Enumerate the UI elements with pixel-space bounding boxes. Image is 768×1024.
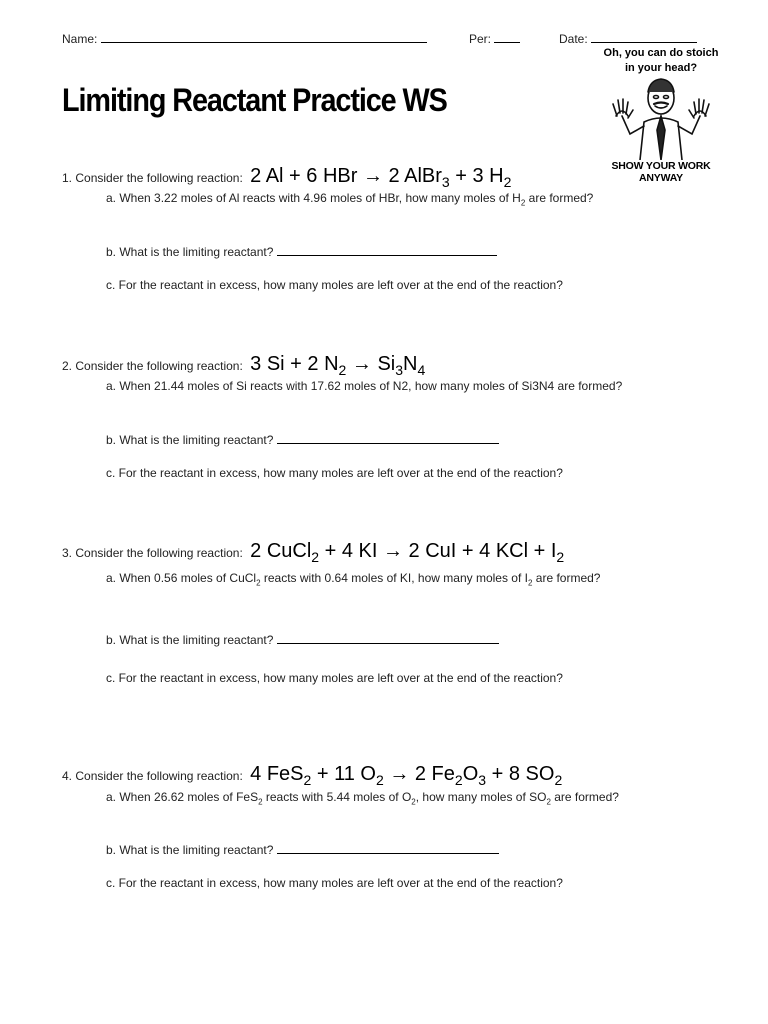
part-c: c. For the reactant in excess, how many moles are left over at the end of the reaction? [106,278,563,292]
question-number: 2. [62,359,73,373]
part-a: a. When 0.56 moles of CuCl$_2$ reacts with 0.64 moles of KI, how many moles of $I_2$ are formed? [106,571,601,588]
question-number: 3. [62,546,73,560]
date-blank[interactable] [591,30,697,43]
part-b[interactable] [106,841,499,857]
meme-bottom-caption: SHOW YOUR WORK ANYWAY [611,160,711,184]
question-3 [62,540,712,685]
part-c: c. For the reactant in excess, how many moles are left over at the end of the reaction? [106,466,563,480]
question-prompt: Consider the following reaction: [75,546,243,560]
name-field[interactable] [62,30,427,46]
question-number: 4. [62,769,73,783]
question-stem [62,541,712,567]
question-1 [62,165,712,292]
answer-blank[interactable] [277,243,497,256]
date-label: Date: [559,32,588,46]
question-prompt: Consider the following reaction: [75,769,243,783]
question-4 [62,763,712,890]
chemical-equation: 2 Al + 6 HBr → 2 AlBr$_3$ + 3 $H_2$ [250,165,512,190]
part-a: a. When 21.44 moles of Si reacts with 17.62 moles of N2, how many moles of Si3N4 are formed? [106,379,623,393]
question-stem [62,764,712,790]
part-b-label: b. What is the limiting reactant? [106,843,274,857]
part-c: c. For the reactant in excess, how many moles are left over at the end of the reaction? [106,876,563,890]
question-stem [62,166,712,192]
part-a: a. When 26.62 moles of FeS$_2$ reacts with 5.44 moles of $O_2$, how many moles of $SO_2$ are formed? [106,790,619,807]
worksheet-title: Limiting Reactant Practice WS [62,82,447,118]
question-2 [62,353,712,480]
name-label: Name: [62,32,98,46]
part-b-label: b. What is the limiting reactant? [106,245,274,259]
part-c: c. For the reactant in excess, how many moles are left over at the end of the reaction? [106,671,563,685]
answer-blank[interactable] [277,431,499,444]
period-blank[interactable] [494,30,520,43]
part-b-label: b. What is the limiting reactant? [106,633,274,647]
part-a: a. When 3.22 moles of Al reacts with 4.96 moles of HBr, how many moles of $H_2$ are formed? [106,191,594,208]
chemical-equation: 2 CuCl$_2$ + 4 KI → 2 CuI + 4 KCl + $I_2$ [250,540,565,565]
chemical-equation: 4 FeS$_2$ + 11 $O_2 \to 2$ $Fe_2O_3 + 8$ $SO_2$ [250,763,563,788]
meme-image [590,44,732,184]
period-label: Per: [469,32,492,46]
part-b-label: b. What is the limiting reactant? [106,433,274,447]
meme-top-caption: Oh, you can do stoich in your head? [603,47,719,74]
question-stem [62,354,712,380]
period-field[interactable] [469,30,520,46]
name-blank[interactable] [101,30,427,43]
question-prompt: Consider the following reaction: [75,359,243,373]
meme-face-drawing [602,72,720,160]
answer-blank[interactable] [277,631,499,644]
answer-blank[interactable] [277,841,499,854]
question-number: 1. [62,171,73,185]
question-prompt: Consider the following reaction: [75,171,243,185]
part-b[interactable] [106,431,499,447]
part-b[interactable] [106,243,497,259]
chemical-equation: 3 Si + 2 $N_2 \to Si_3N_4$ [250,353,426,378]
part-b[interactable] [106,631,499,647]
